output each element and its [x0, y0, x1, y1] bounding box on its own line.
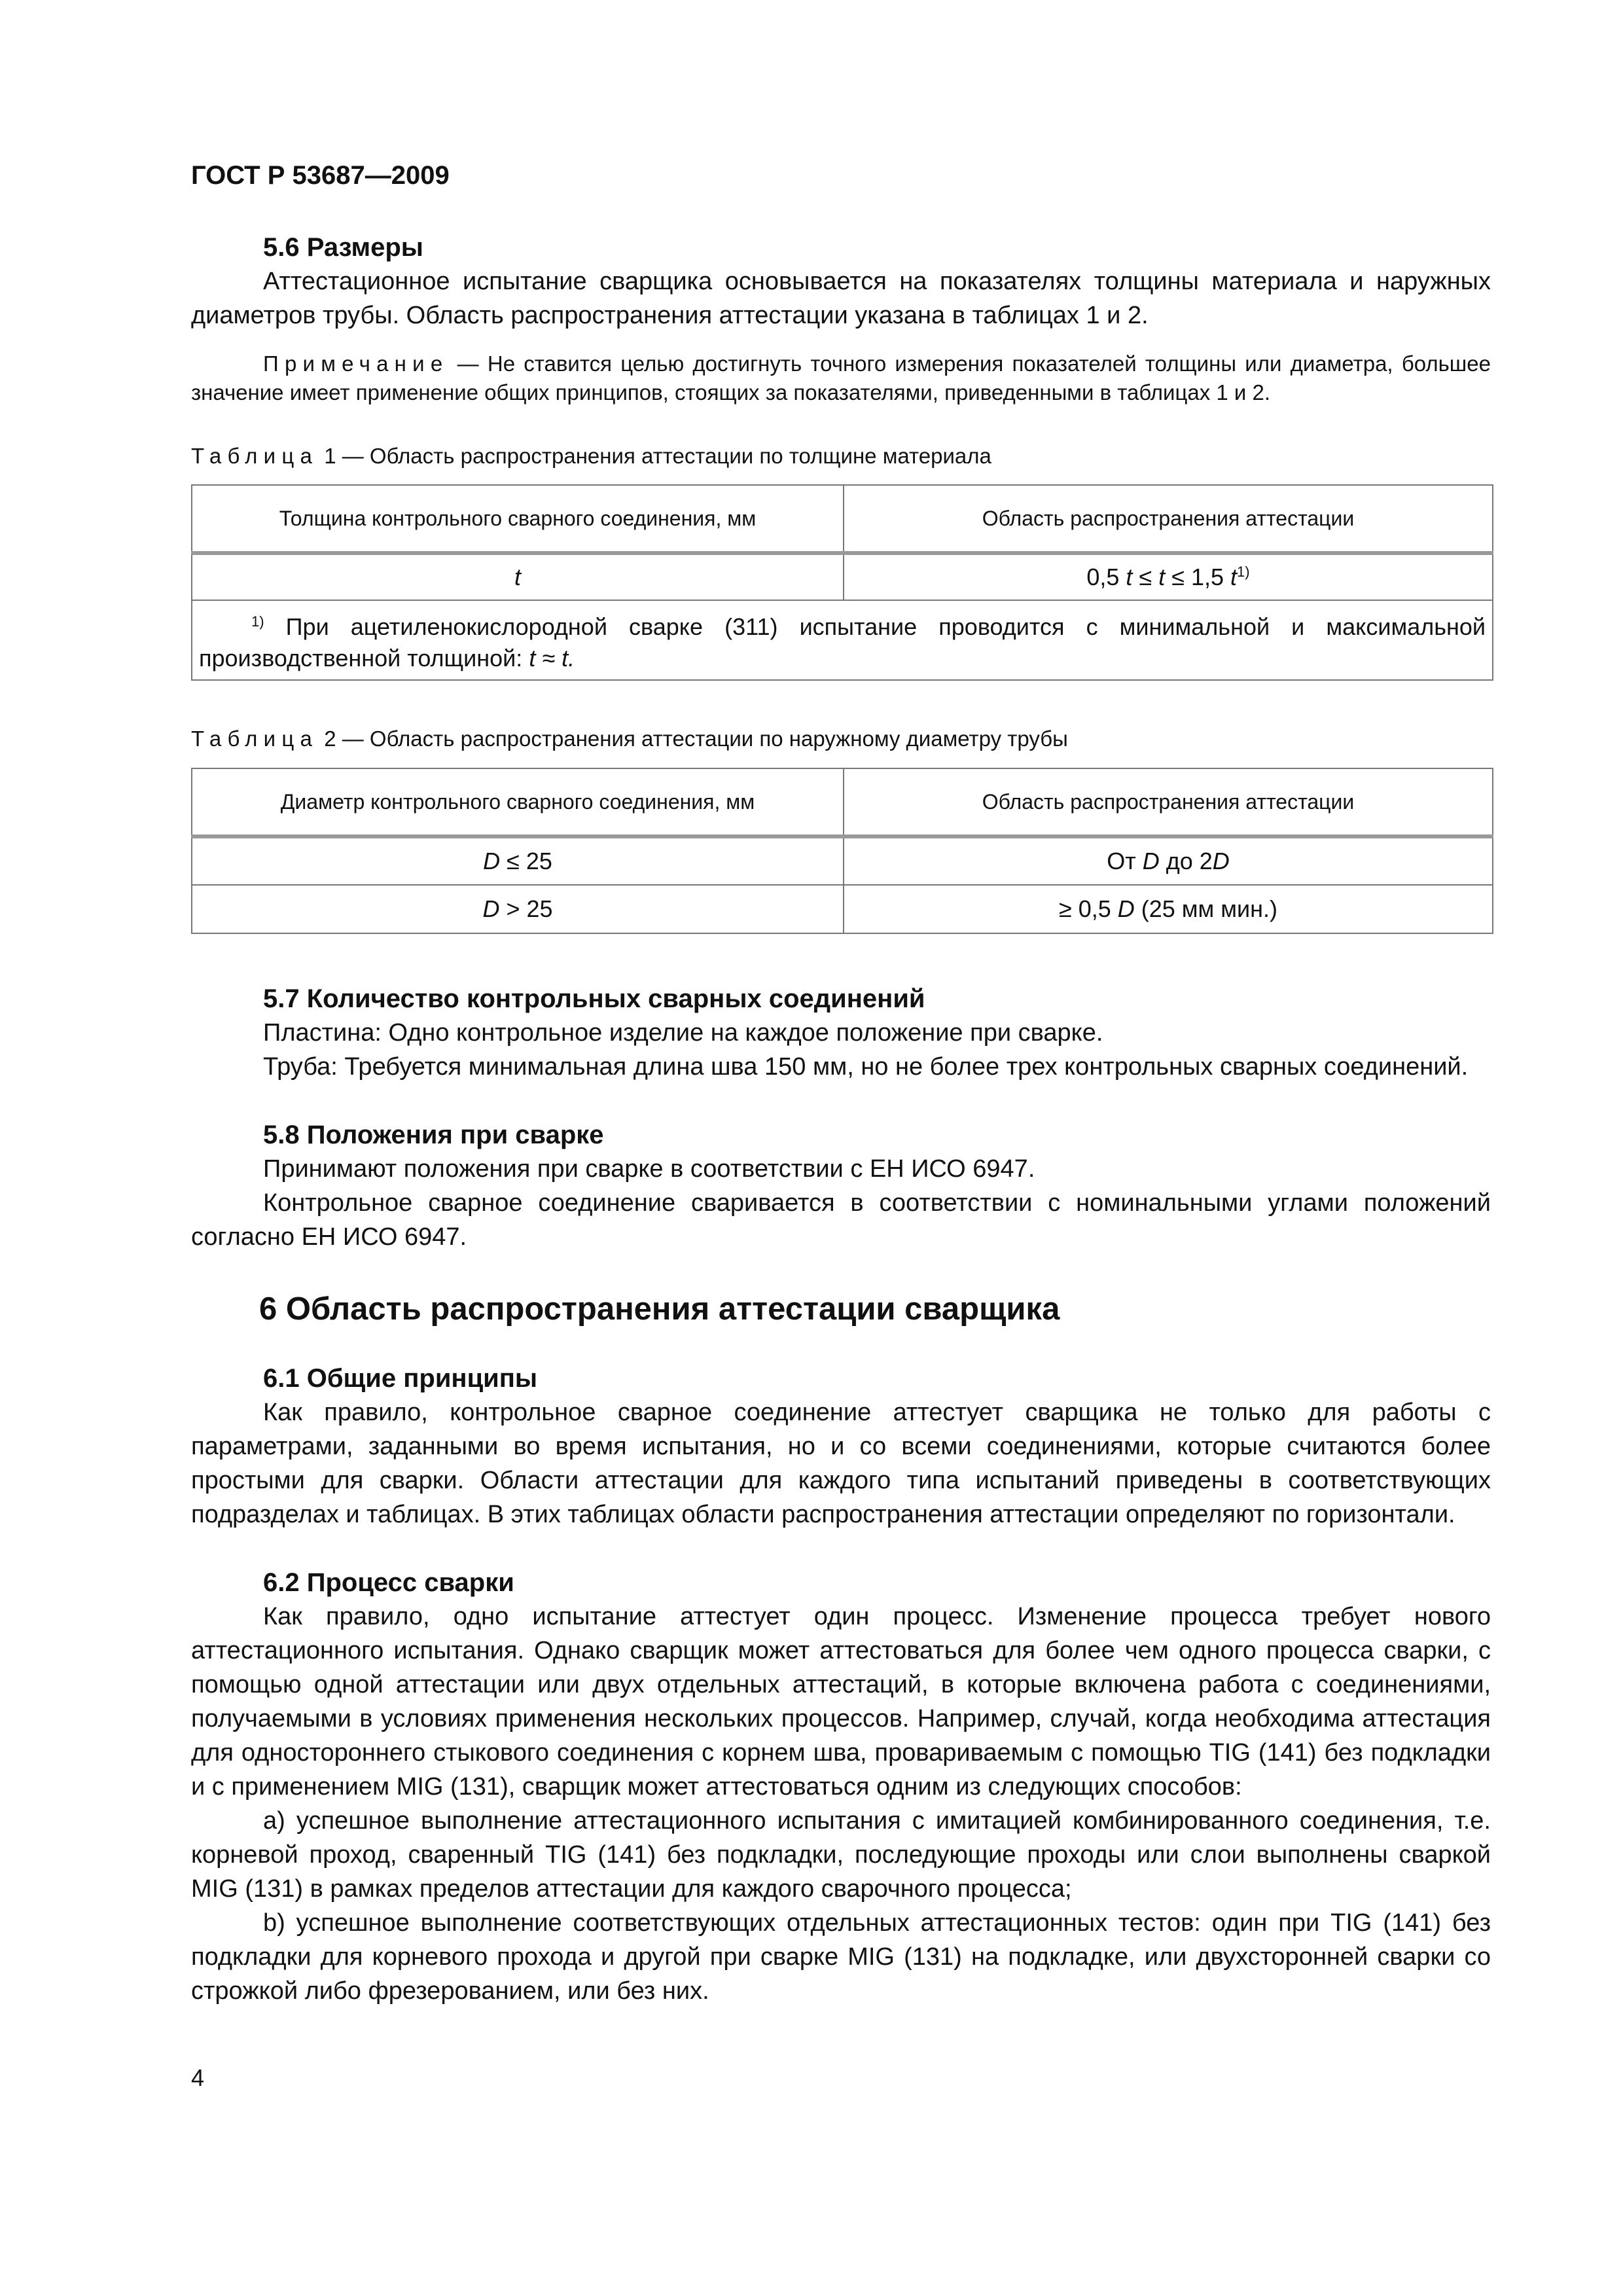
- table-2-caption: [191, 726, 1068, 751]
- table-caption-text: 2 — Область распространения аттестации по наружному диаметру трубы: [318, 726, 1068, 751]
- note: [191, 350, 1491, 407]
- table-cell: t: [192, 553, 844, 600]
- table-footnote-row: [192, 600, 1493, 680]
- table-label: Таблица: [191, 444, 319, 468]
- paragraph: Пластина: Одно контрольное изделие на каждое положение при сварке.: [263, 1019, 1103, 1047]
- section-5-6-title: 5.6 Размеры: [263, 233, 423, 262]
- table-footnote: $^{1)}$ При ацетиленокислородной сварке (311) испытание проводится с минимальной и максимальной производственной толщиной: t ≈ t.: [192, 600, 1493, 680]
- table-2: [191, 768, 1493, 934]
- table-cell: От D до 2D: [844, 836, 1493, 885]
- table-1: [191, 484, 1493, 681]
- note-label: Примечание: [263, 351, 449, 376]
- table-cell: D > 25: [192, 885, 844, 933]
- table-header-cell: Толщина контрольного сварного соединения, мм: [192, 485, 844, 553]
- document-id: ГОСТ Р 53687—2009: [191, 161, 450, 190]
- section-6-title: 6 Область распространения аттестации сварщика: [259, 1291, 1060, 1327]
- section-5-8-title: 5.8 Положения при сварке: [263, 1121, 604, 1149]
- paragraph: Как правило, одно испытание аттестует один процесс. Изменение процесса требует нового аттестационного испытания. Однако сварщик может аттестоваться для более чем одного процесса сварки, с помощью одной аттестации или двух отдельных аттестаций, в которые включена работа с соединениями, получаемыми в условиях применения нескольких процессов. Например, случай, когда необходима аттестация для одностороннего стыкового соединения с корнем шва, провариваемым с помощью TIG (141) без подкладки и с применением MIG (131), сварщик может аттестоваться одним из следующих способов:: [191, 1603, 1491, 1801]
- list-item-b: b) успешное выполнение соответствующих отдельных аттестационных тестов: один при TIG (141) без подкладки для корневого прохода и другой при сварке MIG (131) на подкладке, или двухсторонней сварки со строжкой либо фрезерованием, или без них.: [191, 1909, 1491, 2005]
- table-row: [192, 836, 1493, 885]
- table-row: [192, 885, 1493, 933]
- page-number: 4: [191, 2064, 205, 2091]
- table-cell: D ≤ 25: [192, 836, 844, 885]
- section-5-8-body: [191, 1152, 1491, 1254]
- table-header-cell: Диаметр контрольного сварного соединения, мм: [192, 768, 844, 836]
- table-header-cell: Область распространения аттестации: [844, 485, 1493, 553]
- section-6-2-title: 6.2 Процесс сварки: [263, 1568, 514, 1597]
- paragraph: Труба: Требуется минимальная длина шва 150 мм, но не более трех контрольных сварных соединений.: [263, 1053, 1469, 1081]
- table-cell: 0,5 t ≤ t ≤ 1,5 $t^{1)}$: [844, 553, 1493, 600]
- section-6-1-body: [191, 1395, 1491, 1532]
- section-6-2-body: [191, 1600, 1491, 2008]
- table-row: [192, 553, 1493, 600]
- table-caption-text: 1 — Область распространения аттестации по толщине материала: [318, 444, 991, 468]
- section-5-7-title: 5.7 Количество контрольных сварных соединений: [263, 984, 925, 1013]
- table-1-caption: [191, 444, 991, 469]
- table-header-cell: Область распространения аттестации: [844, 768, 1493, 836]
- list-item-a: a) успешное выполнение аттестационного испытания с имитацией комбинированного соединения, т.е. корневой проход, сваренный TIG (141) без подкладки, последующие проходы или слои выполнены сваркой MIG (131) в рамках пределов аттестации для каждого сварочного процесса;: [191, 1807, 1491, 1903]
- section-5-6-body: [191, 264, 1491, 332]
- paragraph: Контрольное сварное соединение сваривается в соответствии с номинальными углами положений согласно ЕН ИСО 6947.: [191, 1189, 1491, 1251]
- section-6-1-title: 6.1 Общие принципы: [263, 1364, 538, 1393]
- paragraph: Как правило, контрольное сварное соединение аттестует сварщика не только для работы с параметрами, заданными во время испытания, но и со всеми соединениями, которые считаются более простыми для сварки. Области аттестации для каждого типа испытаний приведены в соответствующих подразделах и таблицах. В этих таблицах области распространения аттестации определяют по горизонтали.: [191, 1399, 1491, 1528]
- paragraph: Аттестационное испытание сварщика основывается на показателях толщины материала и наружных диаметров трубы. Область распространения аттестации указана в таблицах 1 и 2.: [191, 268, 1491, 329]
- section-5-7-body: [191, 1016, 1491, 1084]
- table-label: Таблица: [191, 726, 319, 751]
- table-cell: ≥ 0,5 D (25 мм мин.): [844, 885, 1493, 933]
- paragraph: Принимают положения при сварке в соответствии с ЕН ИСО 6947.: [263, 1155, 1035, 1183]
- note-text: — Не ставится целью достигнуть точного измерения показателей толщины или диаметра, большее значение имеет применение общих принципов, стоящих за показателями, приведенными в таблицах 1 и 2.: [191, 351, 1491, 404]
